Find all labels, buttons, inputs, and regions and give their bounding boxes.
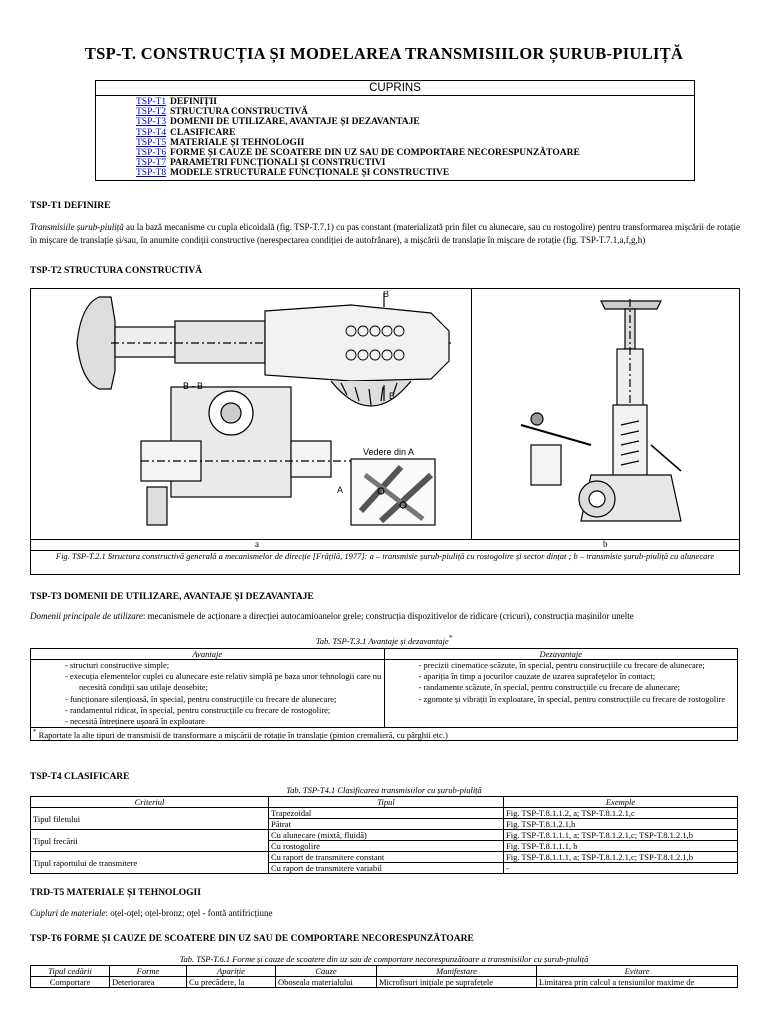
table-cell: Microfisuri inițiale pe suprafețele — [377, 977, 537, 988]
toc-item — [136, 97, 694, 107]
table-cell: Tipul filetului — [31, 808, 269, 830]
table-cell: Fig. TSP-T.8.1.1.1, b — [504, 841, 738, 852]
toc-link[interactable]: TSP-T7 — [136, 158, 167, 169]
table-cell: Fig. TSP-T.8.1.1.1, a; TSP-T.8.1.2.1,c; TSP-T.8.1.2.1,b — [504, 830, 738, 841]
toc-link[interactable]: TSP-T5 — [136, 137, 167, 148]
table-cell: Tipul frecării — [31, 830, 269, 852]
table-cell: Cu rostogolire — [269, 841, 504, 852]
footnote-mark: * — [33, 728, 37, 737]
table-title-text: Tab. TSP-T.3.1 Avantaje și dezavantaje — [315, 635, 449, 646]
toc-item — [136, 128, 694, 138]
col-header: Evitare — [537, 966, 738, 977]
table-title-mark: * — [448, 634, 453, 642]
table-title-t4: Tab. TSP-T4.1 Clasificarea transmisiilor cu șurub-piuliță — [286, 785, 482, 795]
col-header-dezavantaje: Dezavantaje — [384, 649, 738, 660]
toc-label: MODELE STRUCTURALE FUNCȚIONALE ȘI CONSTRUCTIVE — [170, 168, 450, 179]
materials-label: Cupluri de materiale — [30, 908, 106, 918]
label-bb: B - B — [183, 381, 204, 391]
col-header: Forme — [110, 966, 187, 977]
list-item: - randamente scăzute, în special, pentru construcțiile cu frecare de alunecare; — [419, 682, 736, 693]
table-row — [31, 852, 738, 863]
toc-label: DEFINIȚII — [170, 97, 217, 107]
toc-link[interactable]: TSP-T4 — [136, 127, 167, 138]
list-item: - execuția elementelor cuplei cu alunecare este relativ simplă pe baza unor tehnologii care nu necesită condiții sau utilaje deosebite; — [65, 671, 382, 693]
steering-mechanism-drawing-a — [51, 291, 461, 537]
list-item: - funcționare silențioasă, în special, pentru construcțiile cu frecare de alunecare; — [65, 694, 382, 705]
toc-link[interactable]: TSP-T3 — [136, 117, 167, 128]
col-header: Manifestare — [377, 966, 537, 977]
label-a-arrow: A — [337, 485, 344, 495]
table-cell: Limitarea prin calcul a tensiunilor maxime de — [537, 977, 738, 988]
col-header: Cauze — [276, 966, 377, 977]
table-row — [31, 977, 738, 988]
avantaje-cell — [31, 660, 385, 728]
list-item: - randamentul ridicat, în special, pentru construcțiile cu frecare de rostogolire; — [65, 705, 382, 716]
table-cell: Cu precădere, la — [187, 977, 276, 988]
toc-item — [136, 107, 694, 117]
table-row — [31, 808, 738, 819]
list-item: - structuri constructive simple; — [65, 660, 382, 671]
page-title: TSP-T. CONSTRUCȚIA ȘI MODELAREA TRANSMISIILOR ȘURUB-PIULIȚĂ — [84, 44, 684, 63]
table-cell: Oboseala materialului — [276, 977, 377, 988]
footnote-text: Raportate la alte tipuri de transmisii de transformare a mișcării de rotație în translație (pinion cremalieră, cu pârghii etc.) — [36, 730, 448, 741]
toc-label: PARAMETRI FUNCȚIONALI ȘI CONSTRUCTIVI — [170, 158, 386, 169]
toc-item — [136, 148, 694, 158]
toc-table — [95, 80, 695, 181]
table-cell: Cu raport de transmitere variabil — [269, 863, 504, 874]
label-vedere: Vedere din A — [363, 447, 415, 457]
table-cell: Pătrat — [269, 819, 504, 830]
classification-table — [30, 796, 738, 874]
toc-item — [136, 117, 694, 127]
col-header: Exemple — [504, 797, 738, 808]
col-header: Tipul cedării — [31, 966, 110, 977]
figure-box — [30, 288, 740, 575]
steering-mechanism-drawing-b — [501, 295, 721, 535]
toc-item — [136, 168, 694, 178]
definition-term: Transmisiile șurub-piuliță — [30, 222, 124, 232]
col-header: Tipul — [269, 797, 504, 808]
table-title-t6: Tab. TSP-T.6.1 Forme și cauze de scoatere din uz sau de comportare necorespunzătoare a transmisiilor cu șurub-piuliță — [179, 954, 589, 964]
table-cell: Trapezoidal — [269, 808, 504, 819]
section-heading-t1: TSP-T1 DEFINIRE — [30, 201, 111, 211]
label-b-top: B — [383, 291, 390, 299]
figure-divider — [471, 289, 472, 539]
list-item: - zgomote și vibrații în exploatare, în special, pentru construcțiile cu frecare de rostogolire — [419, 694, 736, 705]
table-cell: Fig. TSP-T.8.1.2.1,b — [504, 819, 738, 830]
toc-item — [136, 138, 694, 148]
section-heading-t5: TRD-T5 MATERIALE ȘI TEHNOLOGII — [30, 888, 201, 898]
table-cell: Fig. TSP-T.8.1.1.1, a; TSP-T.8.1.2.1,c; TSP-T.8.1.2.1,b — [504, 852, 738, 863]
toc-label: CLASIFICARE — [170, 127, 236, 138]
table-cell: - — [504, 863, 738, 874]
figure-caption: Fig. TSP-T.2.1 Structura constructivă generală a mecanismelor de direcție [Frățilă, 1977]: a – transmisie șurub-piuliță cu rostogolire și sector dințat ; b – transmisie șurub-piuliță cu alunecare — [55, 551, 715, 561]
toc-link[interactable]: TSP-T1 — [136, 97, 167, 107]
domains-text: : mecanismele de acționare a direcției autocamioanelor grele; construcția dispozitivelor de ridicare (cricuri), construcția mașinilor unelte — [142, 611, 634, 621]
col-header-avantaje: Avantaje — [31, 649, 385, 660]
figure-separator — [31, 539, 739, 540]
section-heading-t2: TSP-T2 STRUCTURA CONSTRUCTIVĂ — [30, 266, 203, 276]
label-b-mid: B — [389, 391, 396, 401]
list-item: - apariția în timp a jocurilor cauzate de uzarea suprafețelor în contact; — [419, 671, 736, 682]
table-cell: Tipul raportului de transmitere — [31, 852, 269, 874]
materials-paragraph — [30, 907, 740, 920]
toc-items — [96, 96, 695, 181]
definition-text: au la bază mecanisme cu cupla elicoidală (fig. TSP-T.7.1) cu pas constant (materializată prin filet cu alunecare, sau cu rostogolire) pentru transformarea mișcării de rotație în mișcare de translație și/sau, în anumite condiții constructive (nerespectarea condiției de autofrânare), a mișcării de translație în mișcare de rotație (fig. TSP-T.7.1,a,f,g,h) — [30, 222, 740, 245]
materials-text: : oțel-oțel; oțel-bronz; oțel - fontă antifricțiune — [105, 908, 273, 918]
toc-label: MATERIALE ȘI TEHNOLOGII — [170, 137, 305, 148]
definition-paragraph — [30, 221, 740, 246]
list-item: - precizii cinematice scăzute, în special, pentru construcțiile cu frecare de alunecare; — [419, 660, 736, 671]
table-title-t3 — [30, 634, 738, 646]
section-heading-t3: TSP-T3 DOMENII DE UTILIZARE, AVANTAJE ȘI DEZAVANTAJE — [30, 592, 314, 602]
section-heading-t4: TSP-T4 CLASIFICARE — [30, 772, 130, 782]
toc-item — [136, 158, 694, 168]
toc-label: FORME ȘI CAUZE DE SCOATERE DIN UZ SAU DE COMPORTARE NECORESPUNZĂTOARE — [170, 148, 580, 159]
table-cell: Fig. TSP-T.8.1.1.2, a; TSP-T.8.1.2.1,c — [504, 808, 738, 819]
sublabel-a: a — [255, 539, 259, 549]
advantages-table — [30, 648, 738, 741]
dezavantaje-cell — [384, 660, 738, 728]
failure-table — [30, 965, 738, 988]
domains-label: Domenii principale de utilizare — [30, 611, 143, 621]
toc-label: STRUCTURA CONSTRUCTIVĂ — [170, 107, 309, 118]
sublabel-b: b — [603, 539, 608, 549]
toc-header: CUPRINS — [96, 81, 695, 96]
table-cell: Cu raport de transmitere constant — [269, 852, 504, 863]
col-header: Criteriul — [31, 797, 269, 808]
list-item: - necesită întreținere ușoară în exploatare — [65, 716, 382, 727]
toc-label: DOMENII DE UTILIZARE, AVANTAJE ȘI DEZAVANTAJE — [170, 117, 420, 128]
col-header: Apariție — [187, 966, 276, 977]
table-cell: Comportare — [31, 977, 110, 988]
toc-link[interactable]: TSP-T6 — [136, 148, 167, 159]
toc-link[interactable]: TSP-T8 — [136, 168, 167, 179]
footnote-cell — [31, 728, 738, 741]
domains-paragraph — [30, 610, 740, 623]
section-heading-t6: TSP-T6 FORME ȘI CAUZE DE SCOATERE DIN UZ SAU DE COMPORTARE NECORESPUNZĂTOARE — [30, 934, 474, 944]
toc-link[interactable]: TSP-T2 — [136, 107, 167, 118]
table-cell: Cu alunecare (mixtă, fluidă) — [269, 830, 504, 841]
table-cell: Deteriorarea — [110, 977, 187, 988]
table-row — [31, 830, 738, 841]
